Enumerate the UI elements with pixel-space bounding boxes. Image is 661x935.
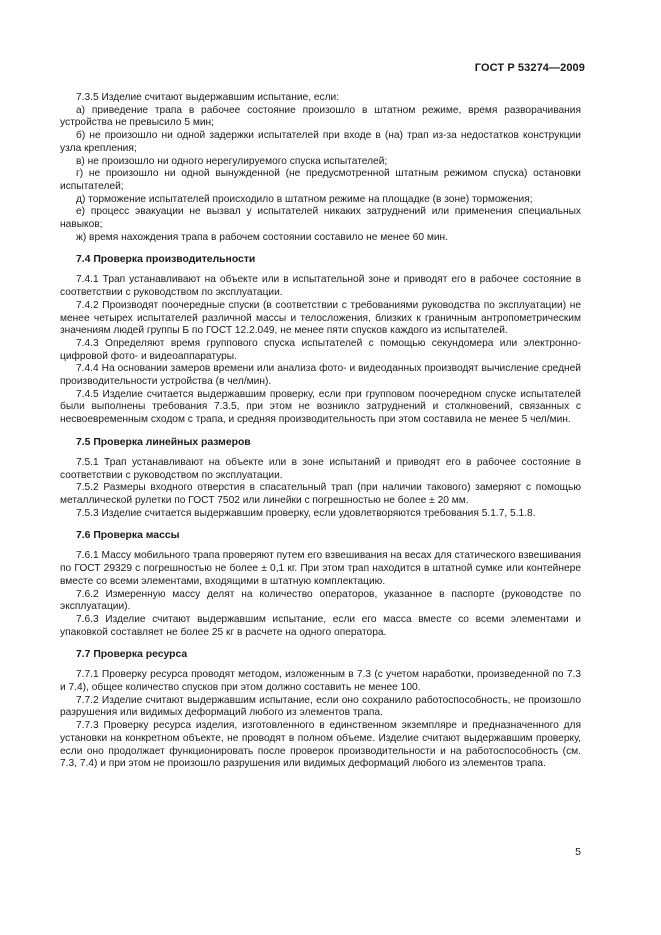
section-heading-7-5: 7.5 Проверка линейных размеров	[76, 436, 251, 448]
section-heading-7-4: 7.4 Проверка производительности	[76, 254, 256, 266]
clause-7-7-1: 7.7.1 Проверку ресурса проводят методом, изложенным в 7.3 (с учетом наработки, произведенной по 7.3 и 7.4), общее количество спусков при этом должно составить не менее 100.	[60, 669, 581, 694]
clause-7-3-5-item-v: в) не произошло ни одного нерегулируемого спуска испытателей;	[76, 155, 388, 167]
document-body	[60, 92, 581, 771]
clause-7-3-5-item-d: д) торможение испытателей происходило в штатном режиме на площадке (в зоне) торможения;	[76, 193, 533, 205]
clause-7-7-3: 7.7.3 Проверку ресурса изделия, изготовленного в единственном экземпляре и предназначенного для установки на конкретном объекте, не проводят в полном объеме. Изделие считают выдержавшим проверку, если оно продолжает функционировать после проверок производительности и на работоспособность (см. 7.3, 7.4) и при этом не произошло разрушения или видимых деформаций любого из элементов трапа.	[60, 720, 581, 770]
clause-7-7-2: 7.7.2 Изделие считают выдержавшим испытание, если оно сохранило работоспособность, не произошло разрушения или видимых деформаций любого из элементов трапа.	[60, 694, 581, 719]
clause-7-5-3: 7.5.3 Изделие считается выдержавшим проверку, если удовлетворяются требования 5.1.7, 5.1.8.	[76, 507, 536, 519]
clause-7-4-3: 7.4.3 Определяют время группового спуска испытателей с помощью секундомера или электронно-цифровой фото- и видеоаппаратуры.	[60, 337, 581, 362]
clause-7-3-5-item-g: г) не произошло ни одной вынужденной (не предусмотренной штатным режимом спуска) остановки испытателей;	[60, 168, 581, 192]
clause-7-6-3: 7.6.3 Изделие считают выдержавшим испытание, если его масса вместе со всеми элементами и упаковкой составляет не более 25 кг в расчете на одного оператора.	[60, 613, 581, 638]
clause-7-3-5-item-e: е) процесс эвакуации не вызвал у испытателей никаких затруднений или применения специальных навыков;	[60, 206, 581, 231]
clause-7-3-5-item-zh: ж) время нахождения трапа в рабочем состоянии составило не менее 60 мин.	[76, 231, 448, 243]
standard-code-header: ГОСТ Р 53274—2009	[474, 62, 585, 74]
clause-7-4-5: 7.4.5 Изделие считается выдержавшим проверку, если при групповом поочередном спуске испытателей были выполнены требования 7.3.5, при этом не возникло затруднений и столкновений, связанных с несвоевременным сходом с трапа, и средняя производительность при этом составила не менее 5 чел/мин.	[60, 388, 581, 426]
clause-7-4-4: 7.4.4 На основании замеров времени или анализа фото- и видеоданных производят вычисление средней производительности устройства (в чел/мин).	[60, 363, 581, 388]
clause-7-6-2: 7.6.2 Измеренную массу делят на количество операторов, указанное в паспорте (руководстве по эксплуатации).	[60, 588, 581, 613]
clause-7-6-1: 7.6.1 Массу мобильного трапа проверяют путем его взвешивания на весах для статического взвешивания по ГОСТ 29329 с погрешностью не более ± 0,1 кг. При этом трап находится в штатной сумке или контейнере вместе со всеми элементами, входящими в штатную комплектацию.	[60, 550, 581, 587]
clause-7-5-2: 7.5.2 Размеры входного отверстия в спасательный трап (при наличии такового) замеряют с помощью металлической рулетки по ГОСТ 7502 или линейки с погрешностью не более ± 20 мм.	[60, 482, 581, 506]
page-number: 5	[575, 846, 581, 858]
clause-7-4-2: 7.4.2 Производят поочередные спуски (в соответствии с требованиями руководства по эксплуатации) не менее четырех испытателей различной массы и телосложения, близких к граничным антропометрическим значениям людей группы Б по ГОСТ 12.2.049, не менее пяти спусков каждого из испытателей.	[60, 299, 581, 337]
section-heading-7-7: 7.7 Проверка ресурса	[76, 649, 188, 661]
clause-7-4-1: 7.4.1 Трап устанавливают на объекте или в испытательной зоне и приводят его в рабочее состояние в соответствии с руководством по эксплуатации.	[60, 274, 581, 299]
clause-7-5-1: 7.5.1 Трап устанавливают на объекте или в зоне испытаний и приводят его в рабочее состояние в соответствии с руководством по эксплуатации.	[60, 456, 581, 481]
clause-7-3-5-intro: 7.3.5 Изделие считают выдержавшим испытание, если:	[76, 92, 340, 103]
section-heading-7-6: 7.6 Проверка массы	[76, 530, 180, 542]
clause-7-3-5-item-b: б) не произошло ни одной задержки испытателей при входе в (на) трап из-за недостатков конструкции узла крепления;	[60, 130, 581, 154]
clause-7-3-5-item-a: а) приведение трапа в рабочее состояние произошло в штатном режиме, время разворачивания устройства не превысило 5 мин;	[60, 104, 581, 129]
